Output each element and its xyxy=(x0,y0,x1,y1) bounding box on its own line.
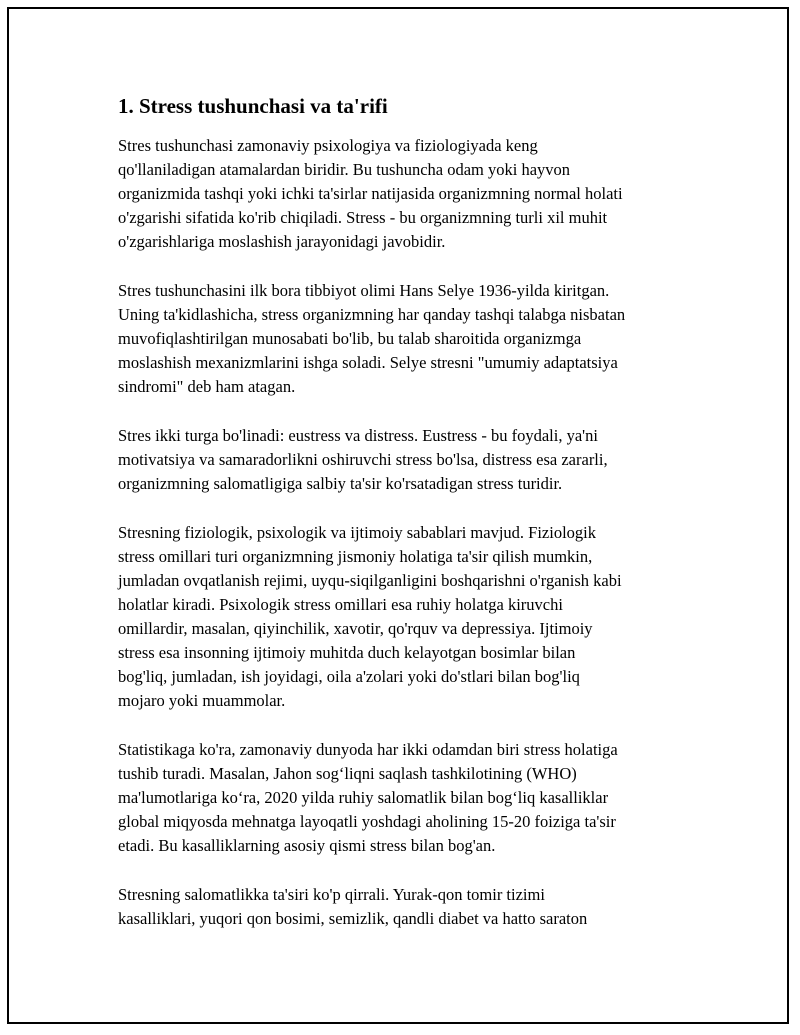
text-line: kasalliklari, yuqori qon bosimi, semizlik, qandli diabet va hatto saraton xyxy=(118,909,588,928)
text-line: stress omillari turi organizmning jismoniy holatiga ta'sir qilish mumkin, xyxy=(118,547,593,566)
text-line: Stresning salomatlikka ta'siri ko'p qirrali. Yurak-qon tomir tizimi xyxy=(118,885,545,904)
paragraph-definition xyxy=(118,134,698,254)
paragraph-selye xyxy=(118,279,698,399)
text-line: muvofiqlashtirilgan munosabati bo'lib, bu talab sharoitida organizmga xyxy=(118,329,582,348)
text-line: organizmning salomatligiga salbiy ta'sir ko'rsatadigan stress turidir. xyxy=(118,474,563,493)
paragraph-stress-types xyxy=(118,424,698,496)
text-line: Stres tushunchasini ilk bora tibbiyot olimi Hans Selye 1936-yilda kiritgan. xyxy=(118,281,610,300)
text-line: global miqyosda mehnatga layoqatli yoshdagi aholining 15-20 foiziga ta'sir xyxy=(118,812,616,831)
text-line: Statistikaga ko'ra, zamonaviy dunyoda har ikki odamdan biri stress holatiga xyxy=(118,740,618,759)
text-line: stress esa insonning ijtimoiy muhitda duch kelayotgan bosimlar bilan xyxy=(118,643,576,662)
text-line: Stres tushunchasi zamonaviy psixologiya va fiziologiyada keng xyxy=(118,136,538,155)
text-line: ma'lumotlariga ko‘ra, 2020 yilda ruhiy salomatlik bilan bog‘liq kasalliklar xyxy=(118,788,609,807)
text-line: organizmida tashqi yoki ichki ta'sirlar natijasida organizmning normal holati xyxy=(118,184,623,203)
text-line: mojaro yoki muammolar. xyxy=(118,691,286,710)
paragraph-statistics xyxy=(118,738,698,858)
paragraph-health-effects xyxy=(118,883,698,931)
text-line: omillardir, masalan, qiyinchilik, xavotir, qo'rquv va depressiya. Ijtimoiy xyxy=(118,619,593,638)
text-line: Stres ikki turga bo'linadi: eustress va distress. Eustress - bu foydali, ya'ni xyxy=(118,426,598,445)
paragraph-causes xyxy=(118,521,698,713)
document-body xyxy=(118,92,698,956)
text-line: o'zgarishi sifatida ko'rib chiqiladi. Stress - bu organizmning turli xil muhit xyxy=(118,208,608,227)
text-line: Stresning fiziologik, psixologik va ijtimoiy sabablari mavjud. Fiziologik xyxy=(118,523,597,542)
text-line: bog'liq, jumladan, ish joyidagi, oila a'zolari yoki do'stlari bilan bog'liq xyxy=(118,667,580,686)
text-line: qo'llaniladigan atamalardan biridir. Bu tushuncha odam yoki hayvon xyxy=(118,160,571,179)
text-line: tushib turadi. Masalan, Jahon sog‘liqni saqlash tashkilotining (WHO) xyxy=(118,764,577,783)
text-line: sindromi" deb ham atagan. xyxy=(118,377,296,396)
section-heading: 1. Stress tushunchasi va ta'rifi xyxy=(118,94,388,118)
text-line: motivatsiya va samaradorlikni oshiruvchi stress bo'lsa, distress esa zararli, xyxy=(118,450,608,469)
text-line: o'zgarishlariga moslashish jarayonidagi javobidir. xyxy=(118,232,446,251)
text-line: holatlar kiradi. Psixologik stress omillari esa ruhiy holatga kiruvchi xyxy=(118,595,563,614)
text-line: etadi. Bu kasalliklarning asosiy qismi stress bilan bog'an. xyxy=(118,836,496,855)
text-line: moslashish mexanizmlarini ishga soladi. Selye stresni "umumiy adaptatsiya xyxy=(118,353,618,372)
text-line: Uning ta'kidlashicha, stress organizmning har qanday tashqi talabga nisbatan xyxy=(118,305,626,324)
text-line: jumladan ovqatlanish rejimi, uyqu-siqilganligini boshqarishni o'rganish kabi xyxy=(118,571,622,590)
